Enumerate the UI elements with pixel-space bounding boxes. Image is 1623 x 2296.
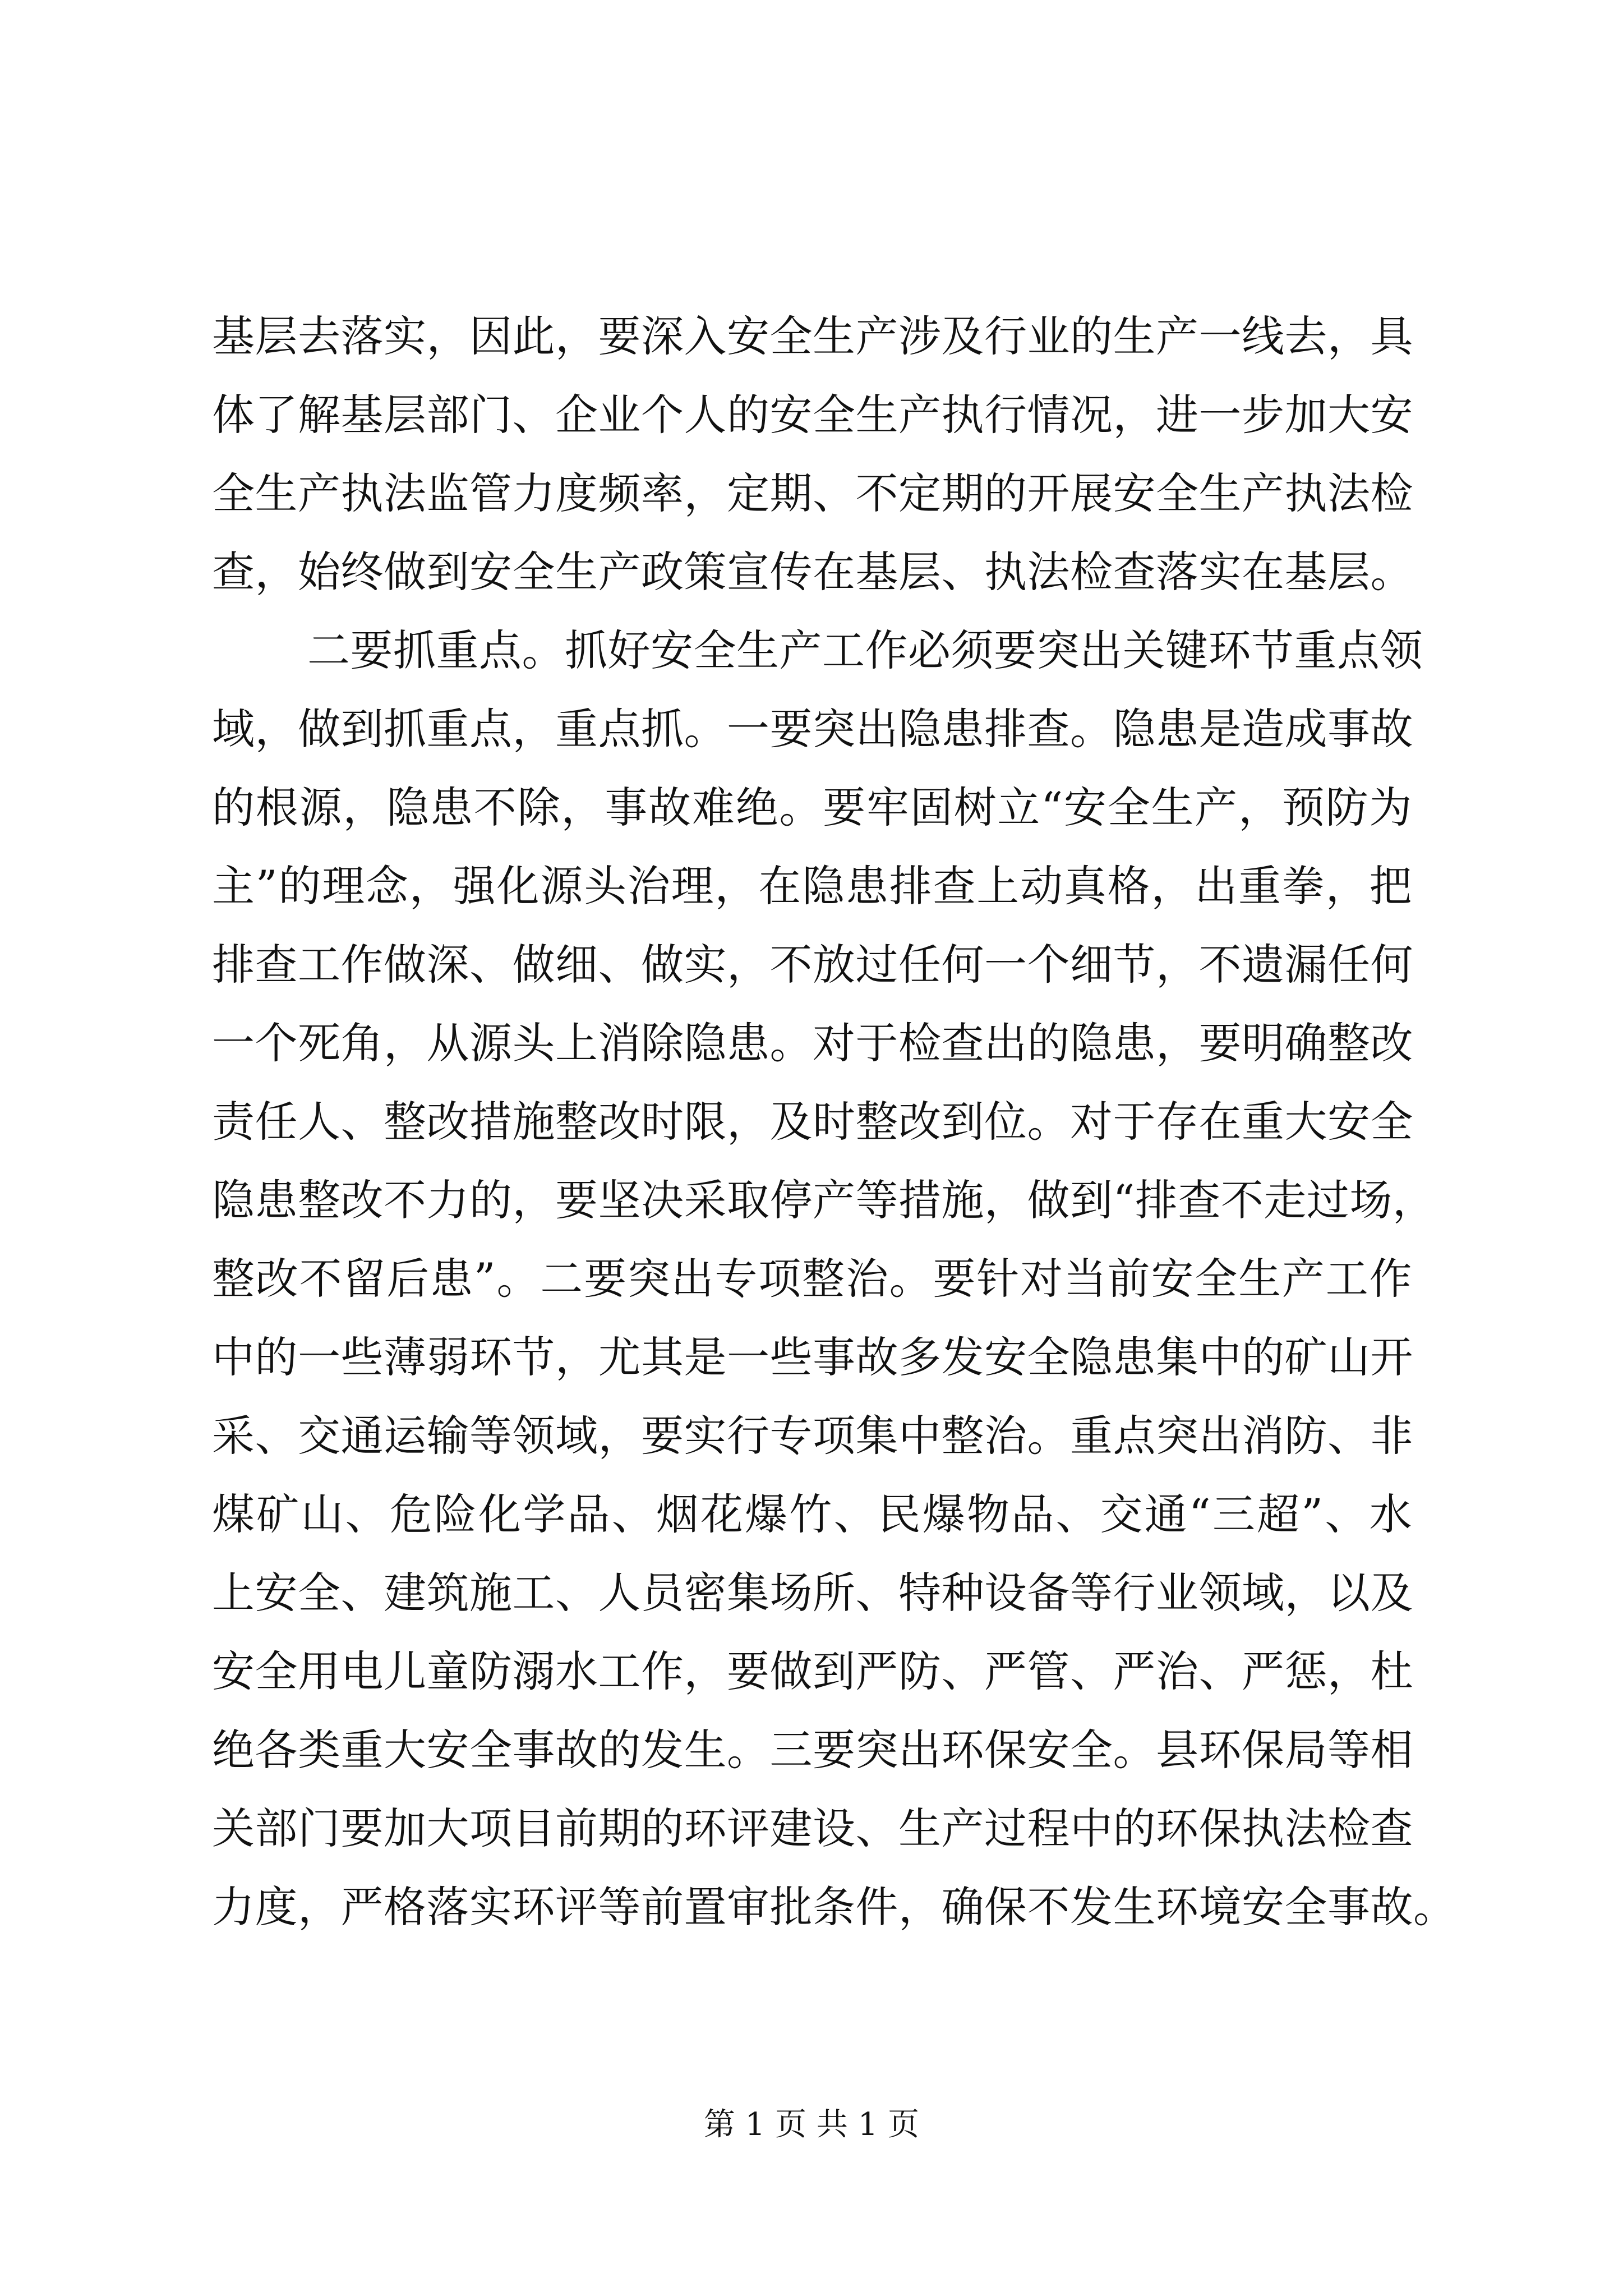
text-line: 隐患整改不力的，要坚决采取停产等措施，做到“排查不走过场， <box>212 1175 1436 1225</box>
page-number-label: 第 1 页 共 1 页 <box>703 2106 920 2143</box>
text-line: 上安全、建筑施工、人员密集场所、特种设备等行业领域，以及 <box>212 1568 1413 1618</box>
text-line: 主”的理念，强化源头治理，在隐患排查上动真格，出重拳，把 <box>212 861 1412 911</box>
text-line: 全生产执法监管力度频率，定期、不定期的开展安全生产执法检 <box>212 468 1413 518</box>
text-line: 力度，严格落实环评等前置审批条件，确保不发生环境安全事故。 <box>212 1882 1456 1932</box>
text-line: 一个死角，从源头上消除隐患。对于检查出的隐患，要明确整改 <box>212 1018 1413 1068</box>
text-line: 责任人、整改措施整改时限，及时整改到位。对于存在重大安全 <box>212 1097 1413 1147</box>
text-line: 安全用电儿童防溺水工作，要做到严防、严管、严治、严惩，杜 <box>212 1646 1413 1696</box>
text-line: 采、交通运输等领域，要实行专项集中整治。重点突出消防、非 <box>212 1411 1413 1461</box>
text-line: 煤矿山、危险化学品、烟花爆竹、民爆物品、交通“三超”、水 <box>212 1489 1412 1539</box>
text-line: 排查工作做深、做细、做实，不放过任何一个细节，不遗漏任何 <box>212 940 1413 990</box>
paragraph-first-line: 二要抓重点。抓好安全生产工作必须要突出关键环节重点领 <box>307 625 1423 675</box>
text-line: 查，始终做到安全生产政策宣传在基层、执法检查落实在基层。 <box>212 547 1413 597</box>
text-line: 中的一些薄弱环节，尤其是一些事故多发安全隐患集中的矿山开 <box>212 1332 1413 1382</box>
text-line: 的根源，隐患不除，事故难绝。要牢固树立“安全生产，预防为 <box>212 783 1412 832</box>
text-line: 基层去落实，因此，要深入安全生产涉及行业的生产一线去，具 <box>212 311 1413 361</box>
text-line: 体了解基层部门、企业个人的安全生产执行情况，进一步加大安 <box>212 390 1413 440</box>
page-footer <box>0 2102 1623 2147</box>
text-line: 关部门要加大项目前期的环评建设、生产过程中的环保执法检查 <box>212 1803 1413 1853</box>
text-line: 域，做到抓重点，重点抓。一要突出隐患排查。隐患是造成事故 <box>212 704 1413 754</box>
text-line: 绝各类重大安全事故的发生。三要突出环保安全。县环保局等相 <box>212 1725 1413 1775</box>
text-line: 整改不留后患”。二要突出专项整治。要针对当前安全生产工作 <box>212 1254 1412 1304</box>
